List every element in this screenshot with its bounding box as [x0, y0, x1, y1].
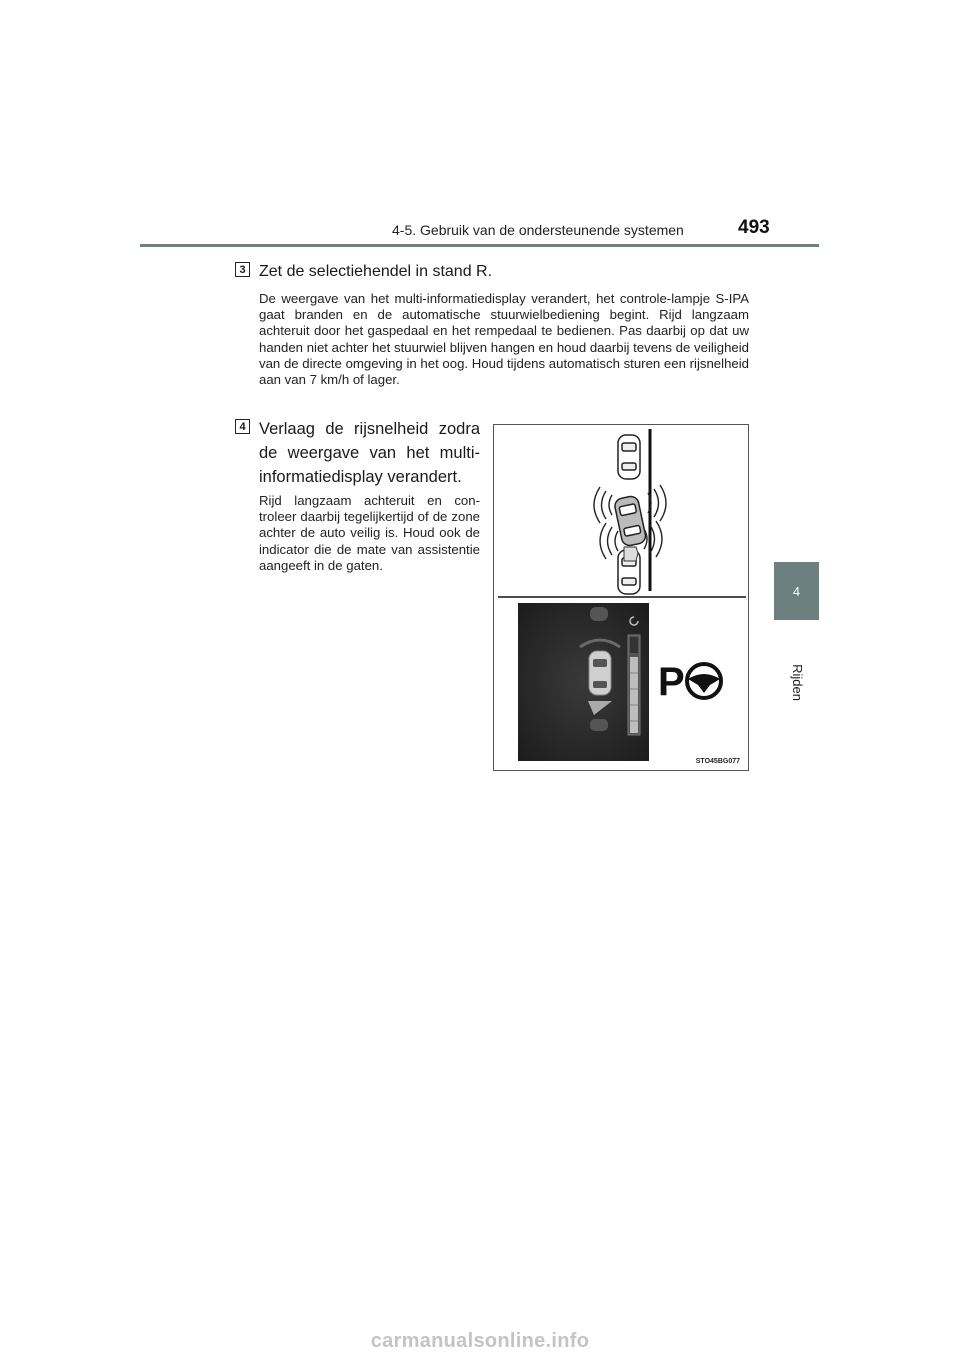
- hand-icon: [624, 547, 638, 561]
- step-number-box: 3: [235, 262, 250, 277]
- figure-code: STO45BG077: [695, 758, 740, 765]
- header-rule: [140, 244, 819, 247]
- chapter-label: [772, 652, 822, 712]
- page-number: 493: [738, 217, 770, 238]
- own-car: [613, 495, 646, 547]
- chapter-tab: [774, 562, 819, 620]
- step-body: De weergave van het multi-informatiedisplay verandert, het controle-lampje S-IPA gaat branden en de automatische stuurwielbediening begint. Rijd langzaam achteruit door het gaspedaal en het rempedaal te bedienen. Pas daarbij op dat uw handen niet achter het stuurwiel blijven hangen en houd daarbij tevens de veiligheid van de directe omgeving in het oog. Houd tijdens automatisch sturen een rijsnelheid aan van 7 km/h of lager.: [259, 291, 749, 388]
- header-title: 4-5. Gebruik van de ondersteunende systemen: [392, 222, 684, 238]
- watermark: carmanualsonline.info: [370, 1330, 590, 1352]
- parked-car-front: [618, 435, 640, 479]
- parking-steering-icon: [658, 660, 721, 704]
- display-screen: [518, 603, 649, 761]
- figure: [493, 424, 749, 771]
- step-number-box: 4: [235, 419, 250, 434]
- svg-text:P: P: [658, 660, 685, 704]
- step-title: Verlaag de rijsnelheid zodra de weergave van het multi-informatiedisplay verandert.: [259, 420, 480, 486]
- chapter-label-text: Rijden: [789, 663, 805, 701]
- chapter-number: 4: [792, 583, 801, 599]
- step-title: Zet de selectiehendel in stand R.: [259, 263, 493, 280]
- step-body: Rijd langzaam achteruit en con-troleer daarbij tegelijkertijd of de zone achter de auto veilig is. Houd ook de indicator die de mate van assistentie aangeeft in de gaten.: [259, 493, 480, 573]
- parking-illustration: [494, 425, 750, 772]
